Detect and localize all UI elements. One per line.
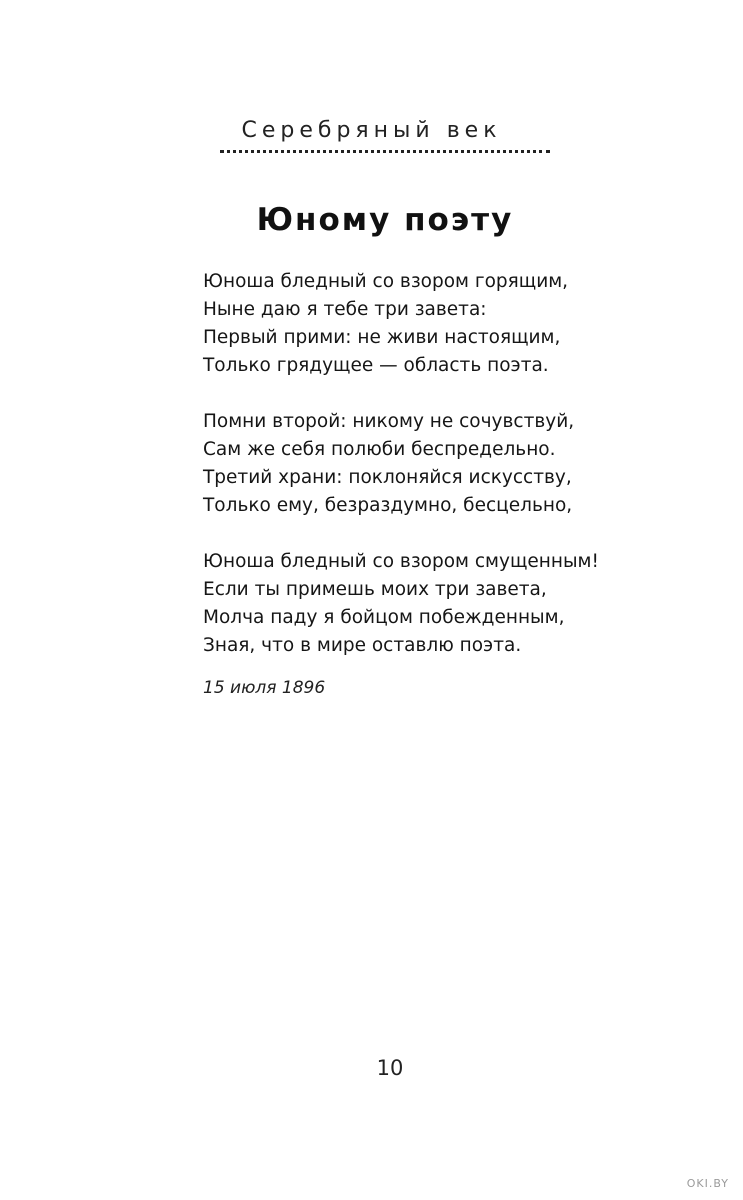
poem-title: Юному поэту xyxy=(256,202,514,238)
poem-line: Сам же себя полюби беспредельно. xyxy=(203,439,556,460)
stanza-3 xyxy=(203,548,723,660)
page-number: 10 xyxy=(376,1056,404,1080)
poem-line: Юноша бледный со взором смущенным! xyxy=(203,551,599,572)
poem-line: Первый прими: не живи настоящим, xyxy=(203,327,561,348)
poem-line: Третий храни: поклоняйся искусству, xyxy=(203,467,572,488)
poem-line: Юноша бледный со взором горящим, xyxy=(203,271,569,292)
poem-date: 15 июля 1896 xyxy=(203,678,326,698)
running-head-title: Серебряный век xyxy=(241,118,502,143)
poem-line: Только грядущее — область поэта. xyxy=(203,355,549,376)
stanza-1 xyxy=(203,268,723,380)
poem-line: Зная, что в мире оставлю поэта. xyxy=(203,635,522,656)
poem-line: Если ты примешь моих три завета, xyxy=(203,579,547,600)
poem-line: Молча паду я бойцом побежденным, xyxy=(203,607,565,628)
poem-line: Ныне даю я тебе три завета: xyxy=(203,299,487,320)
poem-line: Только ему, безраздумно, бесцельно, xyxy=(203,495,573,516)
dotted-divider xyxy=(220,150,550,153)
stanza-2 xyxy=(203,408,723,520)
poem-body xyxy=(203,268,723,688)
site-watermark: OKI.BY xyxy=(686,1177,729,1190)
poem-line: Помни второй: никому не сочувствуй, xyxy=(203,411,575,432)
